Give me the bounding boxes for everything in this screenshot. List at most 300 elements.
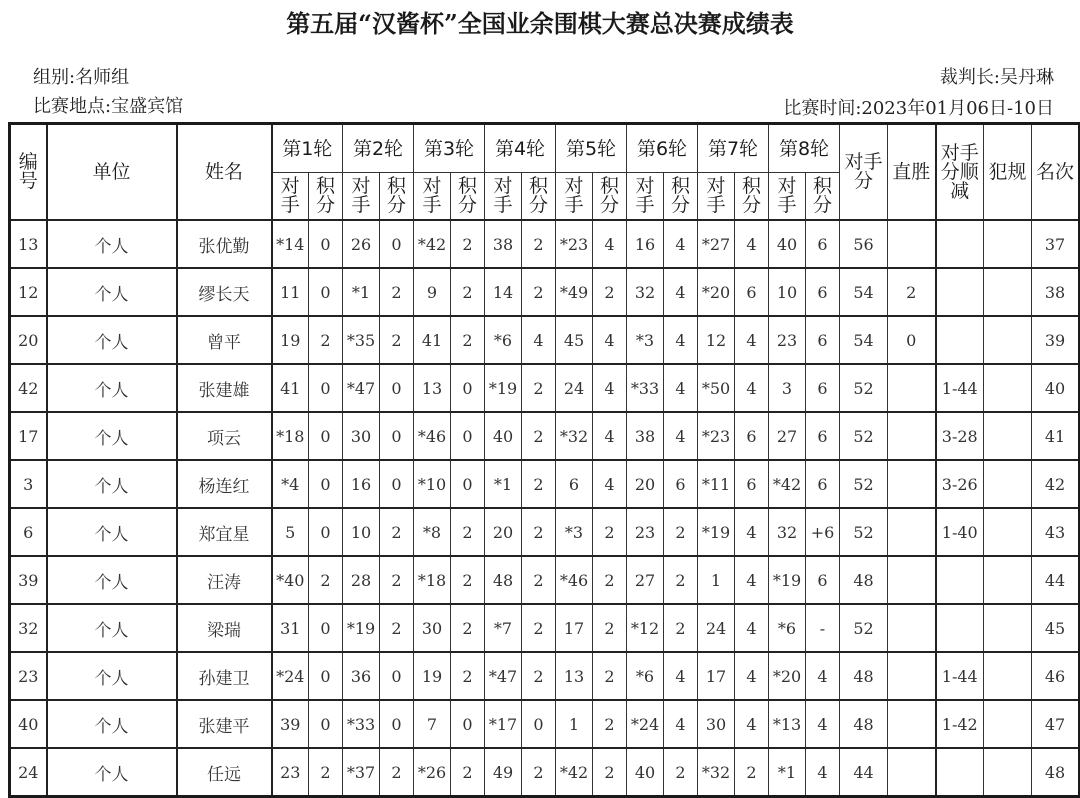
- round-1-points-cell: 0: [309, 652, 343, 700]
- subheader-opponent-label: 对手: [777, 175, 797, 216]
- header-round-2: 第2轮: [343, 124, 414, 173]
- round-1-opponent-cell: 31: [272, 604, 309, 652]
- round-5-opponent-cell: *46: [556, 556, 593, 604]
- round-7-opponent-cell: *32: [698, 748, 735, 797]
- round-4-opponent-cell: 40: [485, 412, 522, 460]
- header-round-8: 第8轮: [769, 124, 840, 173]
- opp-score-cell: 52: [840, 364, 888, 412]
- foul-cell: [984, 364, 1032, 412]
- header-id-label: 编号: [18, 151, 38, 192]
- round-4-opponent-cell: *19: [485, 364, 522, 412]
- round-2-points-cell: 0: [380, 460, 414, 508]
- round-3-points-cell: 2: [451, 220, 485, 268]
- round-4-points-cell: 0: [522, 700, 556, 748]
- unit-cell: 个人: [47, 556, 177, 604]
- unit-cell: 个人: [47, 268, 177, 316]
- header-opp-score-reduced: [936, 124, 984, 221]
- round-7-points-cell: 6: [735, 460, 769, 508]
- round-2-opponent-cell: *19: [343, 604, 380, 652]
- unit-cell: 个人: [47, 412, 177, 460]
- subheader-opponent-round-4: [485, 173, 522, 221]
- round-5-opponent-cell: *32: [556, 412, 593, 460]
- round-6-opponent-cell: *3: [627, 316, 664, 364]
- opp-score-cell: 56: [840, 220, 888, 268]
- round-6-points-cell: 6: [664, 460, 698, 508]
- head-to-head-cell: [888, 364, 936, 412]
- round-4-points-cell: 2: [522, 412, 556, 460]
- player-name-cell: 张建平: [177, 700, 272, 748]
- rank-cell: 43: [1032, 508, 1080, 556]
- round-3-opponent-cell: 19: [414, 652, 451, 700]
- rank-cell: 37: [1032, 220, 1080, 268]
- document-title: 第五届“汉酱杯”全国业余围棋大赛总决赛成绩表: [286, 9, 794, 38]
- round-1-points-cell: 0: [309, 412, 343, 460]
- round-3-opponent-cell: *18: [414, 556, 451, 604]
- player-name-cell: 曾平: [177, 316, 272, 364]
- player-name-cell: 郑宜星: [177, 508, 272, 556]
- round-2-points-cell: 0: [380, 652, 414, 700]
- subheader-opponent-label: 对手: [706, 175, 726, 216]
- round-8-opponent-cell: *13: [769, 700, 806, 748]
- head-to-head-cell: [888, 412, 936, 460]
- table-row: [10, 508, 1080, 556]
- subheader-points-round-7: [735, 173, 769, 221]
- player-id-cell: 13: [10, 220, 47, 268]
- player-id-cell: 3: [10, 460, 47, 508]
- round-2-opponent-cell: *33: [343, 700, 380, 748]
- rank-cell: 45: [1032, 604, 1080, 652]
- header-round-4: 第4轮: [485, 124, 556, 173]
- subheader-points-round-4: [522, 173, 556, 221]
- opp-score-reduced-cell: 3-28: [936, 412, 984, 460]
- subheader-opponent-label: 对手: [351, 175, 371, 216]
- player-id-cell: 42: [10, 364, 47, 412]
- round-6-opponent-cell: 20: [627, 460, 664, 508]
- round-6-opponent-cell: 40: [627, 748, 664, 797]
- results-table: [8, 122, 1080, 798]
- round-8-opponent-cell: *42: [769, 460, 806, 508]
- round-5-opponent-cell: *23: [556, 220, 593, 268]
- round-2-opponent-cell: *37: [343, 748, 380, 797]
- round-4-points-cell: 2: [522, 748, 556, 797]
- player-id-cell: 40: [10, 700, 47, 748]
- rank-cell: 40: [1032, 364, 1080, 412]
- rank-cell: 48: [1032, 748, 1080, 797]
- opp-score-cell: 44: [840, 748, 888, 797]
- subheader-points-label: 积分: [600, 175, 620, 216]
- subheader-opponent-round-5: [556, 173, 593, 221]
- round-6-opponent-cell: *24: [627, 700, 664, 748]
- opp-score-cell: 52: [840, 508, 888, 556]
- round-8-points-cell: 6: [806, 220, 840, 268]
- opp-score-reduced-cell: 1-44: [936, 652, 984, 700]
- round-7-points-cell: 4: [735, 508, 769, 556]
- round-7-opponent-cell: *27: [698, 220, 735, 268]
- round-2-points-cell: 2: [380, 316, 414, 364]
- subheader-points-round-5: [593, 173, 627, 221]
- header-rank: 名次: [1032, 124, 1080, 221]
- match-dates-label: 比赛时间:2023年01月06日-10日: [783, 98, 1054, 119]
- round-2-points-cell: 0: [380, 364, 414, 412]
- rank-cell: 46: [1032, 652, 1080, 700]
- round-5-points-cell: 2: [593, 508, 627, 556]
- subheader-opponent-round-3: [414, 173, 451, 221]
- opp-score-reduced-cell: 1-40: [936, 508, 984, 556]
- subheader-opponent-round-6: [627, 173, 664, 221]
- round-3-points-cell: 2: [451, 748, 485, 797]
- round-7-opponent-cell: 12: [698, 316, 735, 364]
- round-5-opponent-cell: 6: [556, 460, 593, 508]
- round-3-opponent-cell: 9: [414, 268, 451, 316]
- round-5-points-cell: 2: [593, 700, 627, 748]
- round-3-opponent-cell: *26: [414, 748, 451, 797]
- round-1-opponent-cell: 5: [272, 508, 309, 556]
- head-to-head-cell: 2: [888, 268, 936, 316]
- subheader-points-round-2: [380, 173, 414, 221]
- foul-cell: [984, 268, 1032, 316]
- round-3-points-cell: 2: [451, 268, 485, 316]
- foul-cell: [984, 220, 1032, 268]
- subheader-points-round-8: [806, 173, 840, 221]
- subheader-opponent-label: 对手: [564, 175, 584, 216]
- player-id-cell: 39: [10, 556, 47, 604]
- round-5-opponent-cell: *42: [556, 748, 593, 797]
- subheader-opponent-round-8: [769, 173, 806, 221]
- round-4-opponent-cell: *17: [485, 700, 522, 748]
- round-5-points-cell: 2: [593, 604, 627, 652]
- round-7-points-cell: 4: [735, 604, 769, 652]
- round-4-points-cell: 2: [522, 604, 556, 652]
- round-1-points-cell: 0: [309, 364, 343, 412]
- table-row: [10, 748, 1080, 797]
- head-to-head-cell: [888, 748, 936, 797]
- round-8-opponent-cell: 40: [769, 220, 806, 268]
- subheader-points-label: 积分: [742, 175, 762, 216]
- round-3-opponent-cell: 30: [414, 604, 451, 652]
- round-8-points-cell: 6: [806, 364, 840, 412]
- round-8-points-cell: 6: [806, 460, 840, 508]
- round-4-opponent-cell: 38: [485, 220, 522, 268]
- round-7-points-cell: 4: [735, 652, 769, 700]
- player-name-cell: 任远: [177, 748, 272, 797]
- round-5-opponent-cell: *49: [556, 268, 593, 316]
- header-foul: 犯规: [984, 124, 1032, 221]
- player-name-cell: 孙建卫: [177, 652, 272, 700]
- round-8-points-cell: 6: [806, 268, 840, 316]
- header-name: 姓名: [177, 124, 272, 221]
- header-opp-score-reduced-label: 对手分顺减: [940, 141, 979, 202]
- round-3-points-cell: 2: [451, 508, 485, 556]
- unit-cell: 个人: [47, 748, 177, 797]
- round-2-opponent-cell: *35: [343, 316, 380, 364]
- round-4-opponent-cell: 48: [485, 556, 522, 604]
- round-1-points-cell: 0: [309, 268, 343, 316]
- round-7-opponent-cell: *19: [698, 508, 735, 556]
- header-head-to-head: 直胜: [888, 124, 936, 221]
- round-2-points-cell: 2: [380, 268, 414, 316]
- round-8-opponent-cell: 10: [769, 268, 806, 316]
- table-row: [10, 652, 1080, 700]
- opp-score-cell: 48: [840, 556, 888, 604]
- round-7-opponent-cell: *11: [698, 460, 735, 508]
- foul-cell: [984, 748, 1032, 797]
- opp-score-reduced-cell: [936, 604, 984, 652]
- opp-score-reduced-cell: 3-26: [936, 460, 984, 508]
- table-row: [10, 604, 1080, 652]
- round-3-points-cell: 2: [451, 316, 485, 364]
- rank-cell: 38: [1032, 268, 1080, 316]
- group-label: 组别:名师组: [33, 67, 130, 88]
- rank-cell: 44: [1032, 556, 1080, 604]
- round-1-opponent-cell: 23: [272, 748, 309, 797]
- unit-cell: 个人: [47, 364, 177, 412]
- round-8-points-cell: 4: [806, 652, 840, 700]
- unit-cell: 个人: [47, 604, 177, 652]
- subheader-points-label: 积分: [813, 175, 833, 216]
- header-round-6: 第6轮: [627, 124, 698, 173]
- round-3-points-cell: 2: [451, 604, 485, 652]
- round-7-opponent-cell: 30: [698, 700, 735, 748]
- round-3-opponent-cell: *8: [414, 508, 451, 556]
- round-4-opponent-cell: *47: [485, 652, 522, 700]
- header-id: [10, 124, 47, 221]
- player-id-cell: 23: [10, 652, 47, 700]
- round-1-points-cell: 0: [309, 700, 343, 748]
- round-6-points-cell: 2: [664, 604, 698, 652]
- opp-score-cell: 48: [840, 700, 888, 748]
- round-5-points-cell: 4: [593, 364, 627, 412]
- opp-score-reduced-cell: [936, 268, 984, 316]
- foul-cell: [984, 316, 1032, 364]
- round-2-opponent-cell: 16: [343, 460, 380, 508]
- opp-score-cell: 52: [840, 460, 888, 508]
- round-6-opponent-cell: *33: [627, 364, 664, 412]
- round-4-points-cell: 4: [522, 316, 556, 364]
- unit-cell: 个人: [47, 316, 177, 364]
- opp-score-reduced-cell: [936, 220, 984, 268]
- round-6-points-cell: 4: [664, 412, 698, 460]
- round-7-opponent-cell: 17: [698, 652, 735, 700]
- round-1-opponent-cell: *4: [272, 460, 309, 508]
- round-8-opponent-cell: 32: [769, 508, 806, 556]
- round-6-points-cell: 2: [664, 748, 698, 797]
- round-5-opponent-cell: 17: [556, 604, 593, 652]
- round-7-points-cell: 2: [735, 748, 769, 797]
- round-8-points-cell: -: [806, 604, 840, 652]
- round-6-points-cell: 2: [664, 508, 698, 556]
- round-4-opponent-cell: *1: [485, 460, 522, 508]
- round-7-points-cell: 6: [735, 268, 769, 316]
- round-6-opponent-cell: 27: [627, 556, 664, 604]
- rank-cell: 39: [1032, 316, 1080, 364]
- unit-cell: 个人: [47, 460, 177, 508]
- round-7-opponent-cell: *50: [698, 364, 735, 412]
- player-id-cell: 12: [10, 268, 47, 316]
- round-1-opponent-cell: *24: [272, 652, 309, 700]
- head-to-head-cell: [888, 508, 936, 556]
- subheader-opponent-label: 对手: [280, 175, 300, 216]
- table-row: [10, 220, 1080, 268]
- round-2-points-cell: 2: [380, 604, 414, 652]
- subheader-opponent-round-2: [343, 173, 380, 221]
- head-to-head-cell: 0: [888, 316, 936, 364]
- rank-cell: 41: [1032, 412, 1080, 460]
- round-4-opponent-cell: 20: [485, 508, 522, 556]
- round-1-opponent-cell: *14: [272, 220, 309, 268]
- round-5-points-cell: 4: [593, 220, 627, 268]
- header-round-1: 第1轮: [272, 124, 343, 173]
- round-6-opponent-cell: *12: [627, 604, 664, 652]
- round-4-points-cell: 2: [522, 268, 556, 316]
- round-8-opponent-cell: 27: [769, 412, 806, 460]
- foul-cell: [984, 556, 1032, 604]
- round-2-opponent-cell: 30: [343, 412, 380, 460]
- rank-cell: 42: [1032, 460, 1080, 508]
- round-1-points-cell: 0: [309, 460, 343, 508]
- round-4-opponent-cell: *7: [485, 604, 522, 652]
- subheader-points-label: 积分: [529, 175, 549, 216]
- round-2-opponent-cell: 36: [343, 652, 380, 700]
- table-row: [10, 268, 1080, 316]
- round-5-opponent-cell: 24: [556, 364, 593, 412]
- round-3-opponent-cell: 41: [414, 316, 451, 364]
- foul-cell: [984, 652, 1032, 700]
- round-6-opponent-cell: 16: [627, 220, 664, 268]
- foul-cell: [984, 508, 1032, 556]
- header-round-7: 第7轮: [698, 124, 769, 173]
- round-2-points-cell: 2: [380, 556, 414, 604]
- round-7-points-cell: 4: [735, 220, 769, 268]
- round-5-points-cell: 2: [593, 652, 627, 700]
- head-to-head-cell: [888, 604, 936, 652]
- round-2-points-cell: 2: [380, 508, 414, 556]
- round-2-opponent-cell: 26: [343, 220, 380, 268]
- round-8-opponent-cell: *6: [769, 604, 806, 652]
- player-id-cell: 6: [10, 508, 47, 556]
- round-1-opponent-cell: 41: [272, 364, 309, 412]
- round-5-points-cell: 4: [593, 460, 627, 508]
- round-1-points-cell: 2: [309, 556, 343, 604]
- round-6-points-cell: 4: [664, 220, 698, 268]
- table-row: [10, 412, 1080, 460]
- table-row: [10, 364, 1080, 412]
- round-6-points-cell: 4: [664, 268, 698, 316]
- unit-cell: 个人: [47, 652, 177, 700]
- round-6-points-cell: 2: [664, 556, 698, 604]
- foul-cell: [984, 460, 1032, 508]
- opp-score-reduced-cell: 1-42: [936, 700, 984, 748]
- round-2-opponent-cell: *1: [343, 268, 380, 316]
- header-round-5: 第5轮: [556, 124, 627, 173]
- round-3-points-cell: 0: [451, 700, 485, 748]
- round-5-points-cell: 2: [593, 268, 627, 316]
- subheader-opponent-label: 对手: [493, 175, 513, 216]
- round-1-opponent-cell: 11: [272, 268, 309, 316]
- round-5-opponent-cell: 13: [556, 652, 593, 700]
- opp-score-reduced-cell: [936, 748, 984, 797]
- round-6-opponent-cell: 38: [627, 412, 664, 460]
- round-8-opponent-cell: *19: [769, 556, 806, 604]
- table-row: [10, 460, 1080, 508]
- round-8-points-cell: 4: [806, 700, 840, 748]
- opp-score-reduced-cell: 1-44: [936, 364, 984, 412]
- foul-cell: [984, 700, 1032, 748]
- round-8-opponent-cell: 3: [769, 364, 806, 412]
- round-4-points-cell: 2: [522, 460, 556, 508]
- round-7-opponent-cell: *20: [698, 268, 735, 316]
- subheader-points-round-1: [309, 173, 343, 221]
- round-8-points-cell: 6: [806, 412, 840, 460]
- player-name-cell: 项云: [177, 412, 272, 460]
- round-4-points-cell: 2: [522, 652, 556, 700]
- round-5-opponent-cell: 1: [556, 700, 593, 748]
- head-to-head-cell: [888, 460, 936, 508]
- opp-score-cell: 52: [840, 604, 888, 652]
- rank-cell: 47: [1032, 700, 1080, 748]
- player-name-cell: 张建雄: [177, 364, 272, 412]
- table-row: [10, 700, 1080, 748]
- round-5-points-cell: 4: [593, 412, 627, 460]
- header-round-3: 第3轮: [414, 124, 485, 173]
- player-name-cell: 杨连红: [177, 460, 272, 508]
- table-header: [10, 124, 1080, 221]
- subheader-points-label: 积分: [387, 175, 407, 216]
- round-7-opponent-cell: *23: [698, 412, 735, 460]
- round-7-opponent-cell: 1: [698, 556, 735, 604]
- subheader-points-round-3: [451, 173, 485, 221]
- subheader-points-label: 积分: [458, 175, 478, 216]
- round-3-points-cell: 0: [451, 460, 485, 508]
- round-3-points-cell: 2: [451, 652, 485, 700]
- round-4-points-cell: 2: [522, 508, 556, 556]
- player-id-cell: 17: [10, 412, 47, 460]
- foul-cell: [984, 412, 1032, 460]
- round-4-points-cell: 2: [522, 364, 556, 412]
- chief-referee-label: 裁判长:吴丹琳: [939, 67, 1054, 88]
- unit-cell: 个人: [47, 700, 177, 748]
- round-1-points-cell: 2: [309, 748, 343, 797]
- subheader-opponent-label: 对手: [422, 175, 442, 216]
- round-1-opponent-cell: 19: [272, 316, 309, 364]
- round-8-opponent-cell: *20: [769, 652, 806, 700]
- round-4-points-cell: 2: [522, 220, 556, 268]
- round-3-opponent-cell: *10: [414, 460, 451, 508]
- player-id-cell: 32: [10, 604, 47, 652]
- player-id-cell: 20: [10, 316, 47, 364]
- subheader-points-round-6: [664, 173, 698, 221]
- round-6-points-cell: 4: [664, 364, 698, 412]
- round-6-points-cell: 4: [664, 652, 698, 700]
- round-7-points-cell: 6: [735, 412, 769, 460]
- head-to-head-cell: [888, 556, 936, 604]
- round-7-opponent-cell: 24: [698, 604, 735, 652]
- round-1-points-cell: 2: [309, 316, 343, 364]
- player-id-cell: 24: [10, 748, 47, 797]
- round-3-opponent-cell: *42: [414, 220, 451, 268]
- subheader-opponent-round-1: [272, 173, 309, 221]
- round-5-points-cell: 2: [593, 748, 627, 797]
- table-body: [10, 220, 1080, 797]
- round-2-opponent-cell: *47: [343, 364, 380, 412]
- head-to-head-cell: [888, 700, 936, 748]
- player-name-cell: 张优勤: [177, 220, 272, 268]
- round-8-points-cell: 6: [806, 556, 840, 604]
- round-1-points-cell: 0: [309, 604, 343, 652]
- subheader-opponent-round-7: [698, 173, 735, 221]
- round-2-points-cell: 0: [380, 220, 414, 268]
- round-8-points-cell: 4: [806, 748, 840, 797]
- subheader-points-label: 积分: [671, 175, 691, 216]
